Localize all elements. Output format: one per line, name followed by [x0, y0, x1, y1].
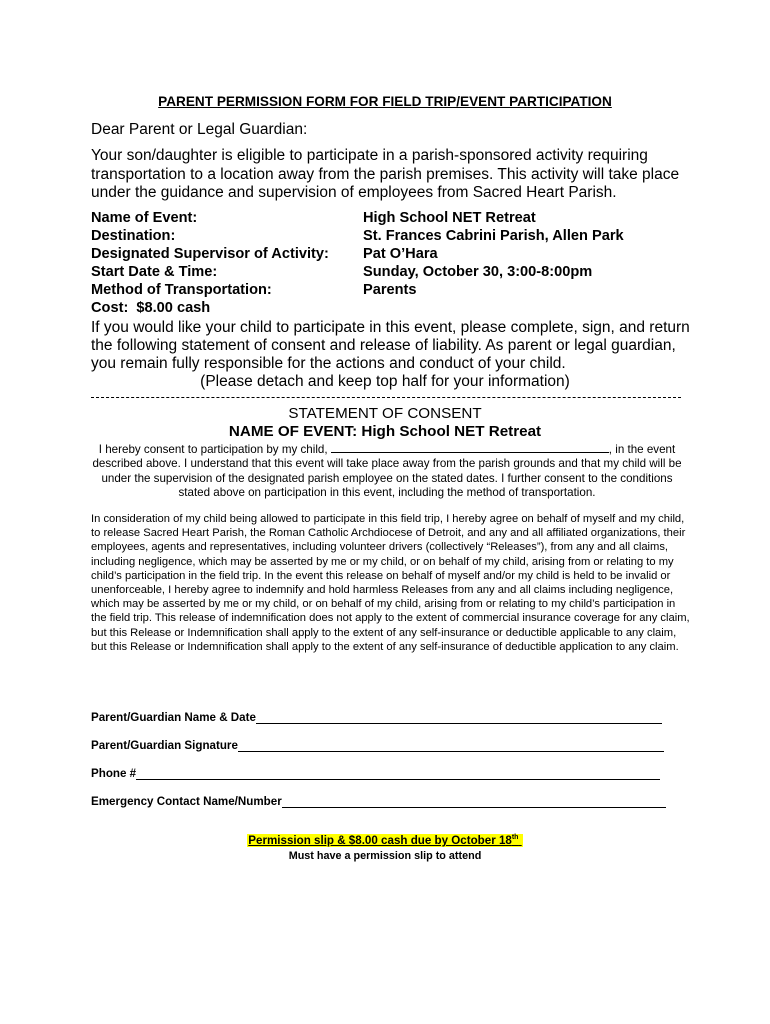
consent-paragraph: [86, 441, 688, 500]
detail-row-transport: [91, 281, 624, 299]
name-date-label: Parent/Guardian Name & Date: [91, 711, 256, 724]
detail-label: Start Date & Time:: [91, 264, 218, 280]
detail-row-supervisor: [91, 245, 624, 263]
detail-label: Name of Event:: [91, 210, 198, 226]
salutation: Dear Parent or Legal Guardian:: [91, 121, 308, 138]
release-paragraph: In consideration of my child being allowed to participate in this field trip, I hereby agree on behalf of myself and my child, to release Sacred Heart Parish, the Roman Catholic Archdiocese of Detroit, and any and all affiliated organizations, their employees, agents and representatives, including volunteer drivers (collectively “Releases”), from any and all claims, including negligence, which may be asserted by me or my child, or on behalf of my child, arising from or relating to my child’s participation in the field trip. In the event this release on behalf of myself and/or my child is held to be invalid or unenforceable, I hereby agree to indemnify and hold harmless Releases from any and all claims including negligence, which may be asserted by me or my child, or on behalf of my child, arising from or relating to my child’s participation in the field trip. This release of indemnification does not apply to the extent of commercial insurance coverage for any claim, but this Release or Indemnification shall apply to the extent of any self-insurance or deductible applicable to any claim, but this Release or Indemnification shall apply to the extent of any self-insurance of deductible application to any claim.: [91, 513, 690, 653]
signature-label: Parent/Guardian Signature: [91, 739, 238, 752]
due-highlight: [247, 834, 522, 847]
detach-note: (Please detach and keep top half for your information): [200, 373, 570, 390]
detail-row-start: [91, 263, 624, 281]
due-suffix: th: [511, 834, 519, 841]
instructions-paragraph: If you would like your child to participate in this event, please complete, sign, and return the following statement of consent and release of liability. As parent or legal guardian, you remain fully responsible for the actions and conduct of your child.: [91, 319, 690, 373]
intro-paragraph: Your son/daughter is eligible to participate in a parish-sponsored activity requiring transportation to a location away from the parish premises. This activity will take place under the guidance and supervision of employees from Sacred Heart Parish.: [91, 147, 680, 201]
signature-field[interactable]: [91, 738, 664, 752]
statement-event-name: NAME OF EVENT: High School NET Retreat: [228, 423, 542, 440]
cost-label: Cost: [91, 300, 124, 316]
detail-value: Sunday, October 30, 3:00-8:00pm: [363, 264, 593, 280]
detail-label: Designated Supervisor of Activity:: [91, 246, 329, 262]
emergency-contact-line[interactable]: [282, 794, 666, 808]
detail-value: Pat O’Hara: [363, 246, 438, 262]
must-have-notice: Must have a permission slip to attend: [288, 850, 482, 862]
cost-value: $8.00 cash: [136, 300, 211, 316]
detail-row-event: [91, 209, 624, 227]
detail-row-destination: [91, 227, 624, 245]
detail-label: Destination:: [91, 228, 176, 244]
detach-divider: [91, 397, 681, 398]
detail-value: Parents: [363, 282, 417, 298]
consent-text-start: I hereby consent to participation by my child,: [98, 443, 331, 456]
name-date-field[interactable]: [91, 710, 662, 724]
name-date-line[interactable]: [256, 710, 662, 724]
phone-field[interactable]: [91, 766, 660, 780]
detail-label: Method of Transportation:: [91, 282, 272, 298]
signature-line[interactable]: [238, 738, 664, 752]
detail-value: High School NET Retreat: [363, 210, 536, 226]
child-name-field[interactable]: [331, 441, 609, 453]
form-title: PARENT PERMISSION FORM FOR FIELD TRIP/EVENT PARTICIPATION: [158, 94, 612, 109]
emergency-contact-field[interactable]: [91, 794, 666, 808]
emergency-contact-label: Emergency Contact Name/Number: [91, 795, 282, 808]
phone-label: Phone #: [91, 767, 137, 780]
consent-text-end: , in the event described above. I understand that this event will take place away from the parish grounds and that my child will be under the supervision of the designated parish employee on the stated dates. I further consent to the conditions stated above on participation in this event, including the method of transportation.: [92, 443, 682, 499]
event-details: [91, 209, 624, 299]
detail-value: St. Frances Cabrini Parish, Allen Park: [363, 228, 624, 244]
cost-line: Cost: $8.00 cash: [91, 300, 211, 316]
phone-line[interactable]: [136, 766, 660, 780]
statement-title: STATEMENT OF CONSENT: [288, 405, 482, 422]
due-text: Permission slip & $8.00 cash due by October 18: [248, 834, 512, 847]
due-notice: [0, 834, 770, 847]
